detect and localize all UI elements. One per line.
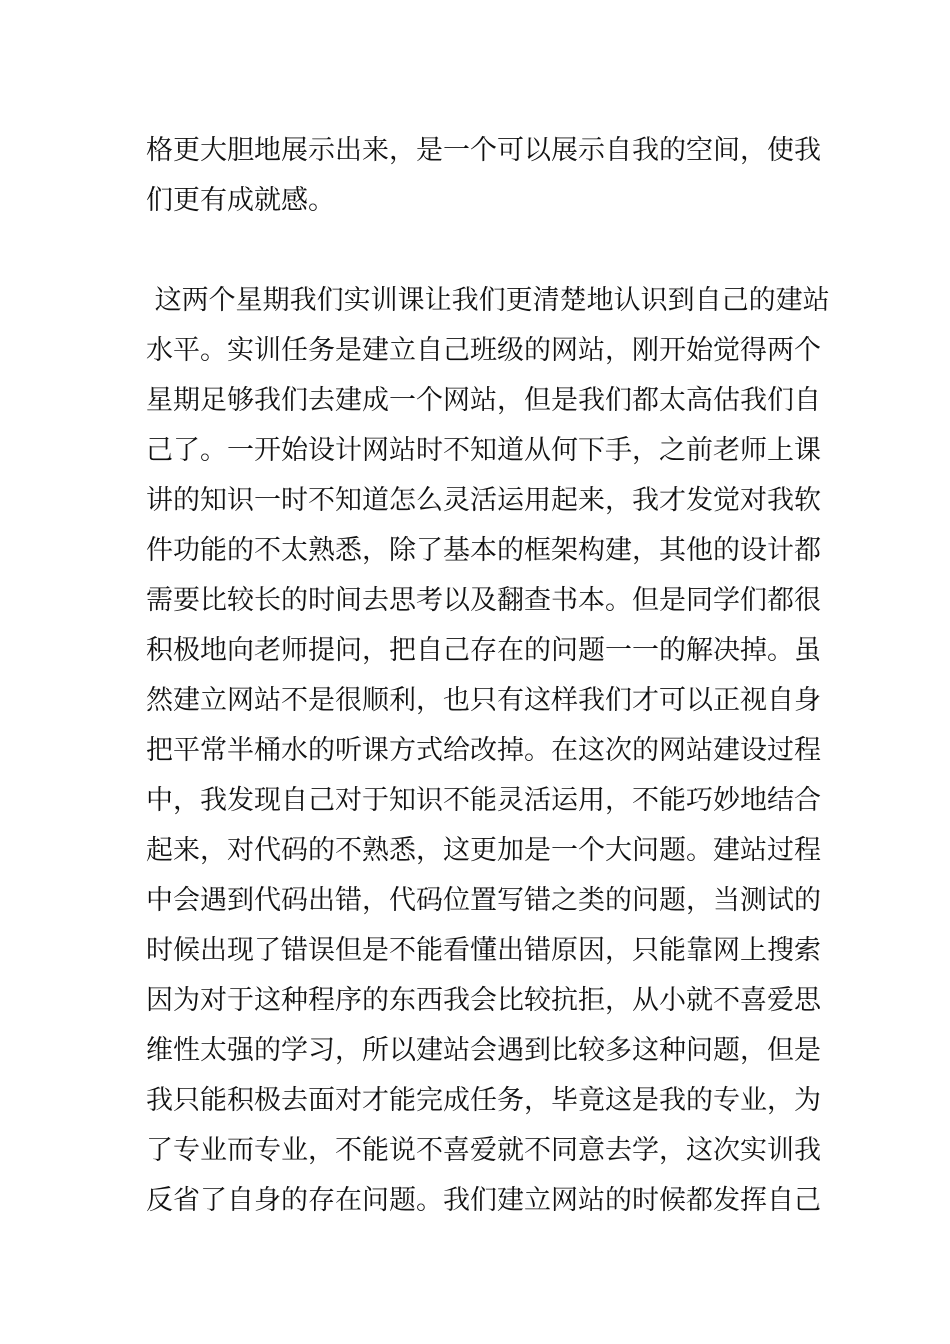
text-line: 水平。实训任务是建立自己班级的网站，刚开始觉得两个 (146, 335, 821, 366)
text-line: 然建立网站不是很顺利，也只有这样我们才可以正视自身 (146, 685, 821, 716)
paragraph-main (146, 276, 830, 1226)
text-line: 中会遇到代码出错，代码位置写错之类的问题，当测试的 (146, 885, 821, 916)
text-line: 了专业而专业，不能说不喜爱就不同意去学，这次实训我 (146, 1135, 821, 1166)
text-line: 星期足够我们去建成一个网站，但是我们都太高估我们自 (146, 385, 821, 416)
text-line: 中，我发现自己对于知识不能灵活运用，不能巧妙地结合 (146, 785, 821, 816)
text-line: 这两个星期我们实训课让我们更清楚地认识到自己的建站 (146, 285, 830, 316)
text-line: 时候出现了错误但是不能看懂出错原因，只能靠网上搜索 (146, 935, 821, 966)
text-line: 需要比较长的时间去思考以及翻查书本。但是同学们都很 (146, 585, 821, 616)
text-line: 格更大胆地展示出来，是一个可以展示自我的空间，使我 (146, 135, 821, 166)
text-line: 我只能积极去面对才能完成任务，毕竟这是我的专业，为 (146, 1085, 821, 1116)
text-line: 件功能的不太熟悉，除了基本的框架构建，其他的设计都 (146, 535, 821, 566)
text-line: 维性太强的学习，所以建站会遇到比较多这种问题，但是 (146, 1035, 821, 1066)
text-line: 讲的知识一时不知道怎么灵活运用起来，我才发觉对我软 (146, 485, 821, 516)
text-line: 因为对于这种程序的东西我会比较抗拒，从小就不喜爱思 (146, 985, 821, 1016)
paragraph-continuation (146, 126, 821, 226)
text-line: 积极地向老师提问，把自己存在的问题一一的解决掉。虽 (146, 635, 821, 666)
text-line: 反省了自身的存在问题。我们建立网站的时候都发挥自己 (146, 1185, 821, 1216)
text-line: 起来，对代码的不熟悉，这更加是一个大问题。建站过程 (146, 835, 821, 866)
text-line: 们更有成就感。 (146, 185, 335, 216)
text-line: 己了。一开始设计网站时不知道从何下手，之前老师上课 (146, 435, 821, 466)
text-line: 把平常半桶水的听课方式给改掉。在这次的网站建设过程 (146, 735, 821, 766)
